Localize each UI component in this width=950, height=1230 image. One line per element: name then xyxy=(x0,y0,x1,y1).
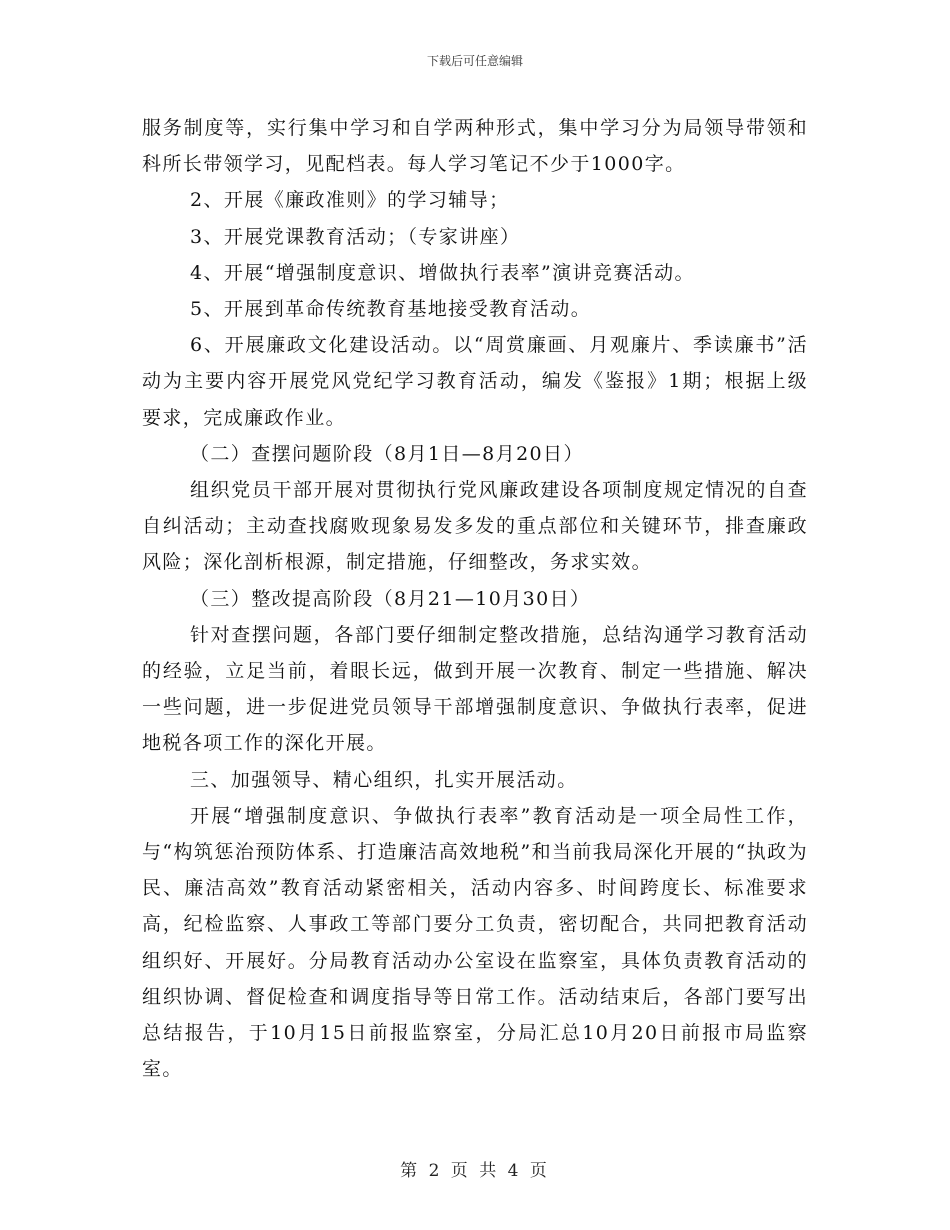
list-item-6: 6、开展廉政文化建设活动。以“周赏廉画、月观廉片、季读廉书”活动为主要内容开展党风党纪学习教育活动，编发《鉴报》1期；根据上级要求，完成廉政作业。 xyxy=(142,334,808,429)
paragraph-rectification: 针对查摆问题，各部门要仔细制定整改措施，总结沟通学习教育活动的经验，立足当前，着眼长远，做到开展一次教育、制定一些措施、解决一些问题，进一步促进党员领导干部增强制度意识、争做执行表率，促进地税各项工作的深化开展。 xyxy=(142,623,808,755)
document-body xyxy=(142,110,808,1087)
section-heading-2: （二）查摆问题阶段（8月1日—8月20日） xyxy=(190,442,584,465)
paragraph-self-check: 组织党员干部开展对贯彻执行党风廉政建设各项制度规定情况的自查自纠活动；主动查找腐败现象易发多发的重点部位和关键环节，排查廉政风险；深化剖析根源，制定措施，仔细整改，务求实效。 xyxy=(142,479,808,574)
paragraph-organization: 开展“增强制度意识、争做执行表率”教育活动是一项全局性工作，与“构筑惩治预防体系、打造廉洁高效地税”和当前我局深化开展的“执政为民、廉洁高效”教育活动紧密相关，活动内容多、时间跨度长、标准要求高，纪检监察、人事政工等部门要分工负责，密切配合，共同把教育活动组织好、开展好。分局教育活动办公室设在监察室，具体负责教育活动的组织协调、督促检查和调度指导等日常工作。活动结束后，各部门要写出总结报告，于10月15日前报监察室，分局汇总10月20日前报市局监察室。 xyxy=(142,804,808,1081)
list-item-4: 4、开展“增强制度意识、增做执行表率”演讲竞赛活动。 xyxy=(190,261,695,284)
page-number-footer: 第 2 页 共 4 页 xyxy=(400,1161,550,1181)
list-item-5: 5、开展到革命传统教育基地接受教育活动。 xyxy=(190,298,592,321)
paragraph-study-forms: 服务制度等，实行集中学习和自学两种形式，集中学习分为局领导带领和科所长带领学习，见配档表。每人学习笔记不少于1000字。 xyxy=(142,117,808,176)
section-heading-3: （三）整改提高阶段（8月21—10月30日） xyxy=(190,587,591,610)
list-item-2: 2、开展《廉政准则》的学习辅导； xyxy=(190,189,510,212)
list-item-3: 3、开展党课教育活动；（专家讲座） xyxy=(190,225,521,248)
page-header: 下载后可任意编辑 xyxy=(426,54,523,68)
section-heading-leadership: 三、加强领导、精心组织，扎实开展活动。 xyxy=(190,768,578,791)
